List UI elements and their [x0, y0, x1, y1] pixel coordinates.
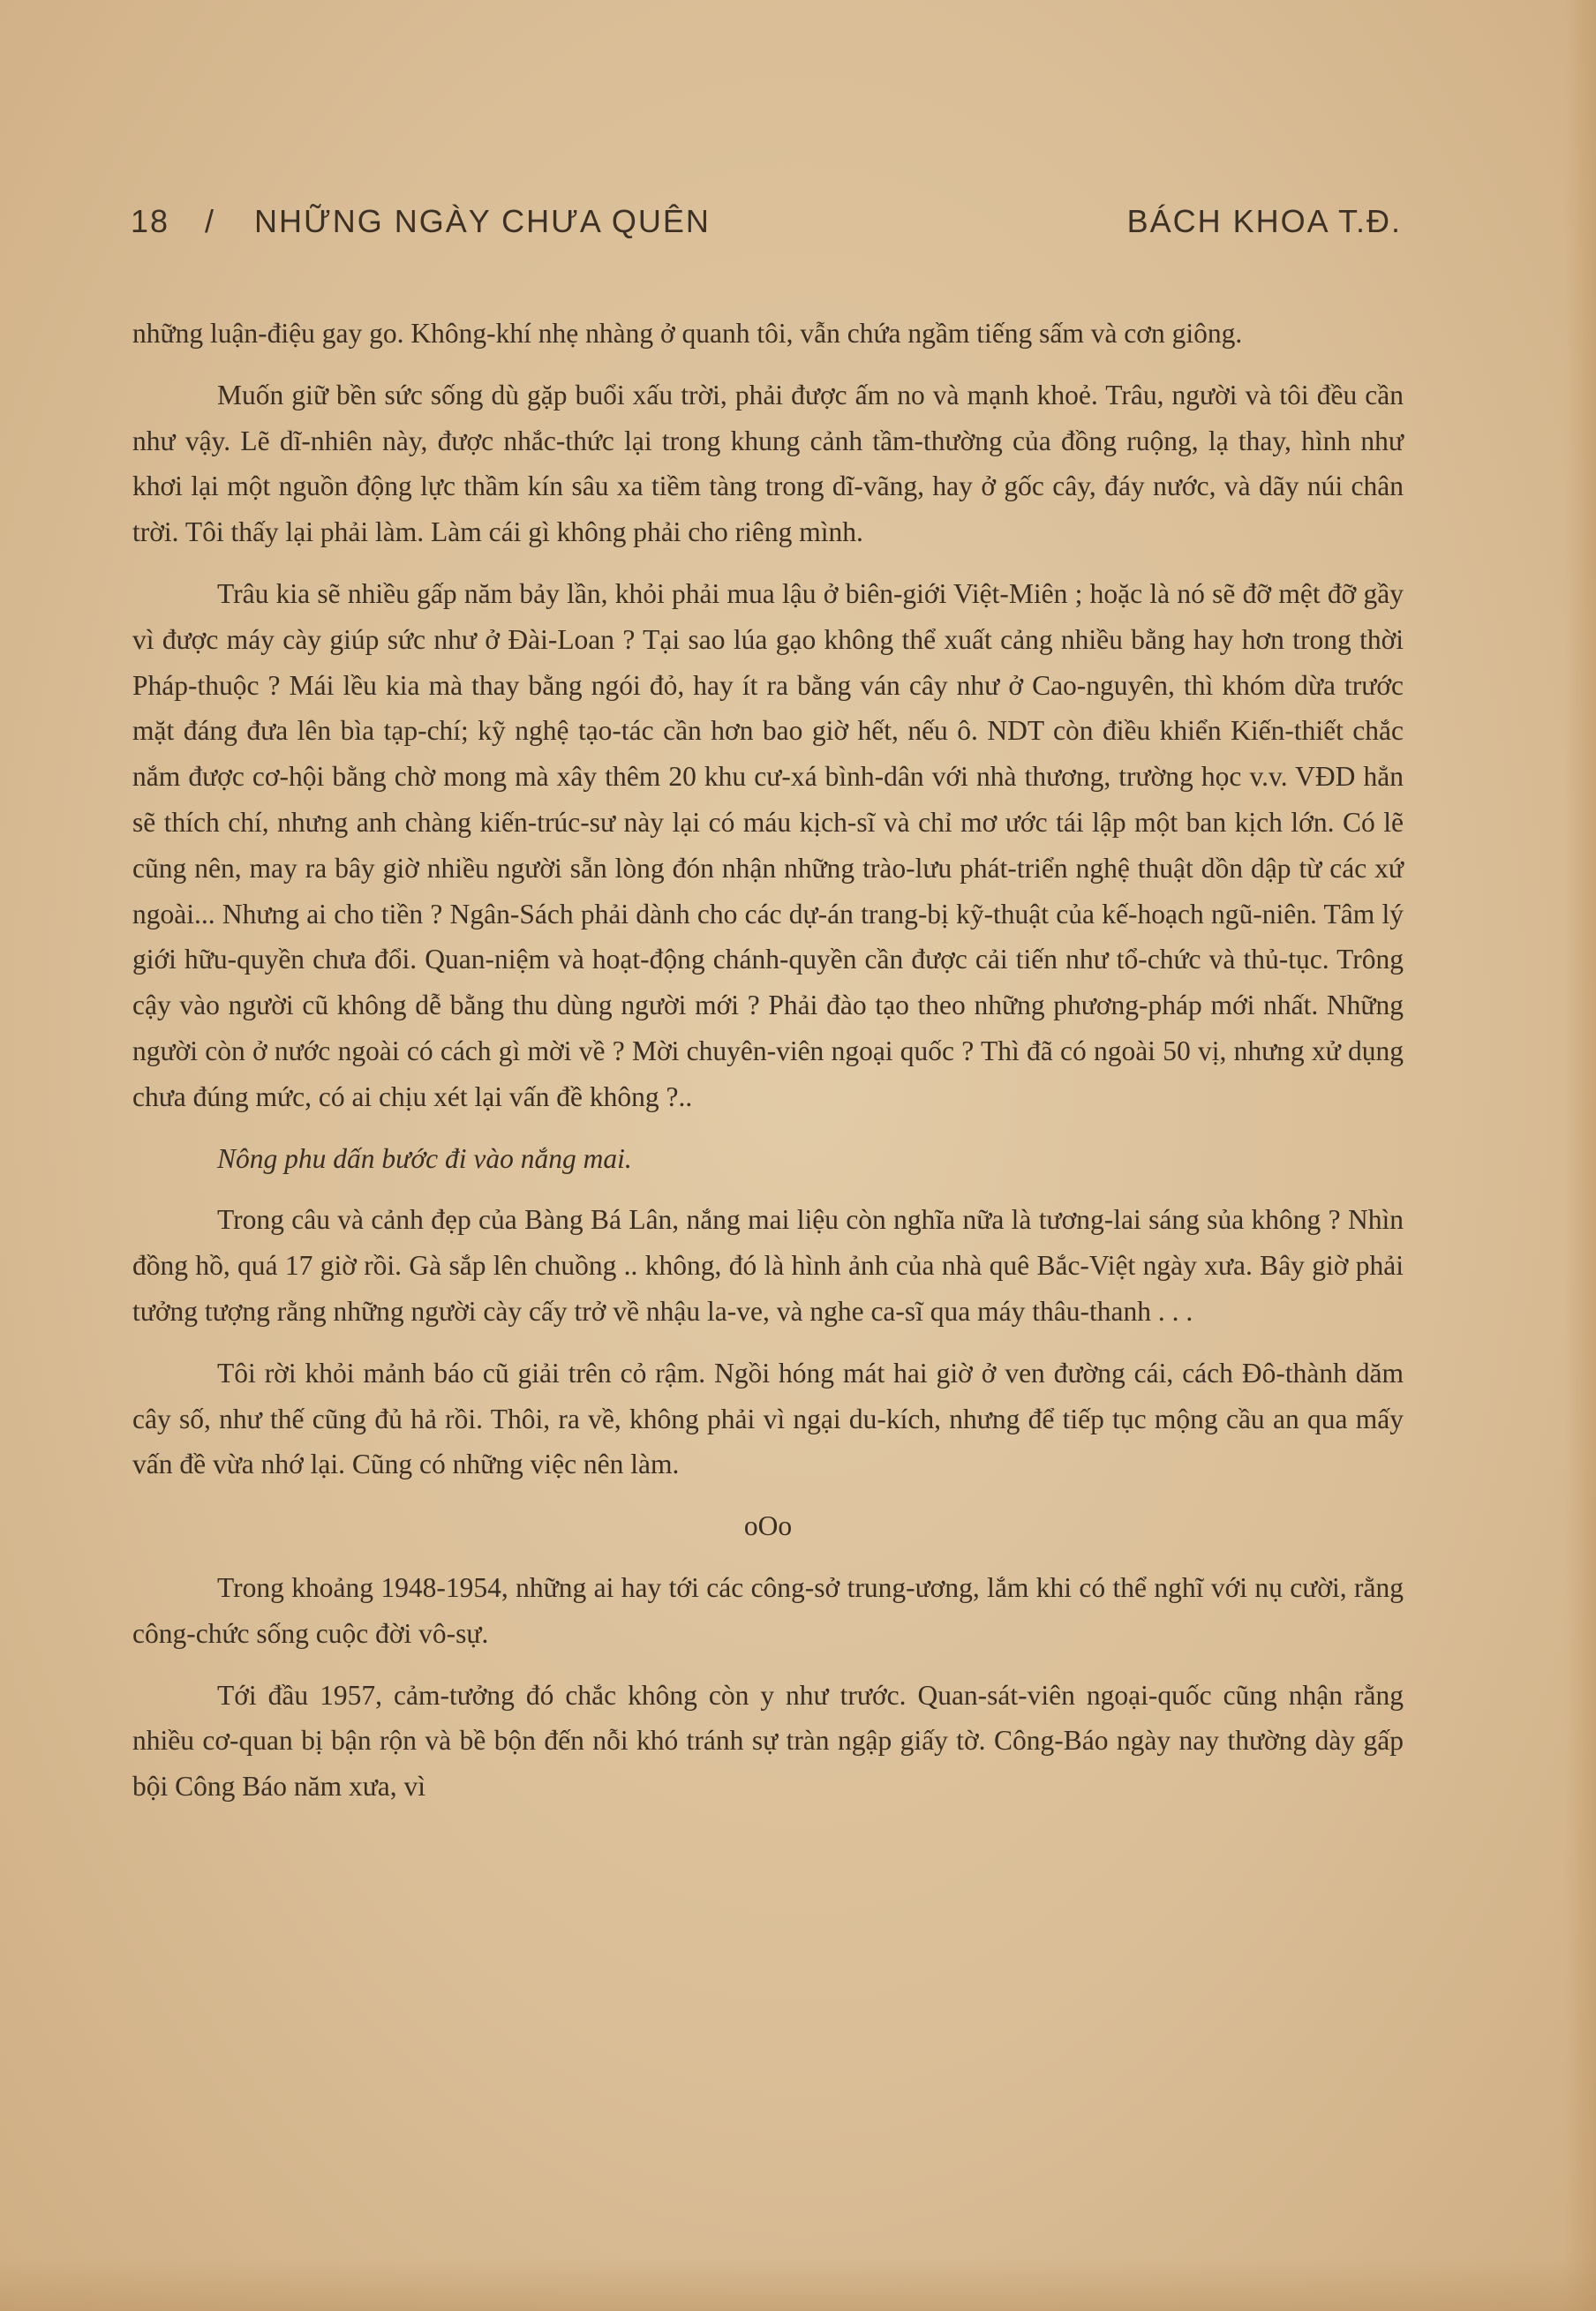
- paragraph-6: Tôi rời khỏi mảnh báo cũ giải trên cỏ rậm. Ngồi hóng mát hai giờ ở ven đường cái, cách Đô-thành dăm cây số, như thế cũng đủ hả rồi. Thôi, ra về, không phải vì ngại du-kích, nhưng để tiếp tục mộng cầu an qua mấy vấn đề vừa nhớ lại. Cũng có những việc nên làm.: [132, 1357, 1404, 1480]
- paragraph-8: Tới đầu 1957, cảm-tưởng đó chắc không còn y như trước. Quan-sát-viên ngoại-quốc cũng nhận rằng nhiều cơ-quan bị bận rộn và bề bộn đến nỗi khó tránh sự tràn ngập giấy tờ. Công-Báo ngày nay thường dày gấp bội Công Báo năm xưa, vì: [132, 1679, 1404, 1803]
- paragraph-2: Muốn giữ bền sức sống dù gặp buổi xấu trời, phải được ấm no và mạnh khoẻ. Trâu, người và tôi đều cần như vậy. Lẽ dĩ-nhiên này, được nhắc-thức lại trong khung cảnh tầm-thường của đồng ruộng, lạ thay, hình như khơi lại một nguồn động lực thầm kín sâu xa tiềm tàng trong dĩ-vãng, hay ở gốc cây, đáy nước, và dãy núi chân trời. Tôi thấy lại phải làm. Làm cái gì không phải cho riêng mình.: [132, 379, 1404, 548]
- paragraph-1: những luận-điệu gay go. Không-khí nhẹ nhàng ở quanh tôi, vẫn chứa ngầm tiếng sấm và cơn giông.: [132, 318, 1243, 349]
- page-number: 18: [131, 203, 170, 239]
- body-text: [132, 311, 1404, 1810]
- header-separator: /: [205, 203, 216, 239]
- paragraph-5: Trong câu và cảnh đẹp của Bàng Bá Lân, nắng mai liệu còn nghĩa nữa là tương-lai sáng sủa không ? Nhìn đồng hồ, quá 17 giờ rồi. Gà sắp lên chuồng .. không, đó là hình ảnh của nhà quê Bắc-Việt ngày xưa. Bây giờ phải tưởng tượng rằng những người cày cấy trở về nhậu la-ve, và nghe ca-sĩ qua máy thâu-thanh . . .: [132, 1204, 1404, 1327]
- page-bottom-shadow: [0, 2258, 1596, 2311]
- paragraph-4-quote: Nông phu dấn bước đi vào nắng mai.: [217, 1142, 632, 1174]
- page-edge-shadow: [1564, 0, 1596, 2311]
- running-header: [131, 203, 1402, 252]
- section-divider: oOo: [743, 1510, 793, 1542]
- publication-name: BÁCH KHOA T.Đ.: [1126, 203, 1402, 239]
- section-title: NHỮNG NGÀY CHƯA QUÊN: [254, 203, 711, 239]
- paragraph-7: Trong khoảng 1948-1954, những ai hay tới các công-sở trung-ương, lắm khi có thể nghĩ với nụ cười, rằng công-chức sống cuộc đời vô-sự.: [132, 1571, 1404, 1649]
- paragraph-3: Trâu kia sẽ nhiều gấp năm bảy lần, khỏi phải mua lậu ở biên-giới Việt-Miên ; hoặc là nó sẽ đỡ mệt đỡ gầy vì được máy cày giúp sức như ở Đài-Loan ? Tại sao lúa gạo không thể xuất cảng nhiều bằng hay hơn trong thời Pháp-thuộc ? Mái lều kia mà thay bằng ngói đỏ, hay ít ra bằng ván cây như ở Cao-nguyên, thì khóm dừa trước mặt đáng đưa lên bìa tạp-chí; kỹ nghệ tạo-tác cần hơn bao giờ hết, nếu ô. NDT còn điều khiển Kiến-thiết chắc nắm được cơ-hội bằng chờ mong mà xây thêm 20 khu cư-xá bình-dân với nhà thương, trường học v.v. VĐD hẳn sẽ thích chí, nhưng anh chàng kiến-trúc-sư này lại có máu kịch-sĩ và chỉ mơ ước tái lập một ban kịch lớn. Có lẽ cũng nên, may ra bây giờ nhiều người sẵn lòng đón nhận những trào-lưu phát-triển nghệ thuật dồn dập từ các xứ ngoài... Nhưng ai cho tiền ? Ngân-Sách phải dành cho các dự-án trang-bị kỹ-thuật của kế-hoạch ngũ-niên. Tâm lý giới hữu-quyền chưa đổi. Quan-niệm và hoạt-động chánh-quyền cần được cải tiến như tổ-chức và thủ-tục. Trông cậy vào người cũ không dễ bằng thu dùng người mới ? Phải đào tạo theo những phương-pháp mới nhất. Những người còn ở nước ngoài có cách gì mời về ? Mời chuyên-viên ngoại quốc ? Thì đã có ngoài 50 vị, nhưng xử dụng chưa đúng mức, có ai chịu xét lại vấn đề không ?..: [132, 577, 1404, 1112]
